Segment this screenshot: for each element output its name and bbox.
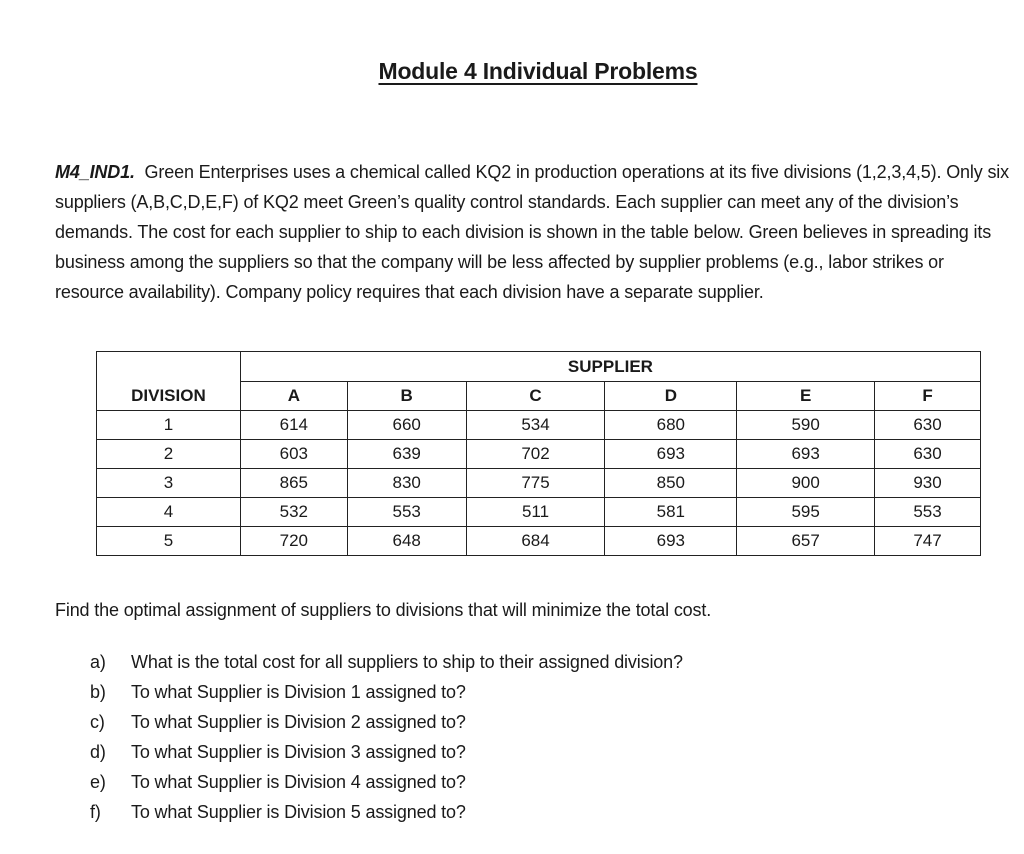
page-title: Module 4 Individual Problems <box>378 58 698 84</box>
table-row <box>97 411 981 440</box>
cost-cell: 930 <box>875 469 981 498</box>
question-item <box>90 737 683 767</box>
supplier-header: SUPPLIER <box>240 352 980 382</box>
supplier-label: E <box>737 382 875 411</box>
cost-cell: 693 <box>737 440 875 469</box>
question-list <box>90 647 683 827</box>
cost-cell: 590 <box>737 411 875 440</box>
supplier-label: D <box>605 382 737 411</box>
cost-cell: 511 <box>466 498 605 527</box>
question-item <box>90 707 683 737</box>
question-text: To what Supplier is Division 3 assigned to? <box>131 742 466 762</box>
supplier-label: F <box>875 382 981 411</box>
question-mark: b) <box>90 682 106 702</box>
cost-cell: 603 <box>240 440 347 469</box>
cost-cell: 553 <box>875 498 981 527</box>
cost-cell: 900 <box>737 469 875 498</box>
cost-cell: 648 <box>347 527 466 556</box>
cost-cell: 534 <box>466 411 605 440</box>
question-item <box>90 797 683 827</box>
cost-cell: 747 <box>875 527 981 556</box>
question-item <box>90 647 683 677</box>
cost-cell: 660 <box>347 411 466 440</box>
question-mark: a) <box>90 652 106 672</box>
cost-cell: 680 <box>605 411 737 440</box>
division-cell: 1 <box>97 411 241 440</box>
table-header-row <box>97 352 981 382</box>
division-cell: 3 <box>97 469 241 498</box>
cost-cell: 775 <box>466 469 605 498</box>
supplier-label: C <box>466 382 605 411</box>
table-row <box>97 469 981 498</box>
question-mark: c) <box>90 712 105 732</box>
question-item <box>90 767 683 797</box>
cost-cell: 693 <box>605 440 737 469</box>
division-cell: 4 <box>97 498 241 527</box>
cost-cell: 693 <box>605 527 737 556</box>
question-text: What is the total cost for all suppliers to ship to their assigned division? <box>131 652 683 672</box>
supplier-label: B <box>347 382 466 411</box>
question-text: To what Supplier is Division 4 assigned to? <box>131 772 466 792</box>
problem-statement <box>55 157 1015 307</box>
supplier-label: A <box>240 382 347 411</box>
cost-cell: 595 <box>737 498 875 527</box>
question-item <box>90 677 683 707</box>
cost-cell: 720 <box>240 527 347 556</box>
cost-cell: 553 <box>347 498 466 527</box>
table-row <box>97 498 981 527</box>
division-cell: 5 <box>97 527 241 556</box>
question-mark: f) <box>90 802 101 822</box>
cost-cell: 830 <box>347 469 466 498</box>
question-text: To what Supplier is Division 5 assigned to? <box>131 802 466 822</box>
question-mark: d) <box>90 742 106 762</box>
table-row <box>97 440 981 469</box>
cost-cell: 630 <box>875 411 981 440</box>
problem-id: M4_IND1. <box>55 162 135 182</box>
cost-cell: 657 <box>737 527 875 556</box>
table-corner-cell <box>97 352 241 382</box>
cost-cell: 532 <box>240 498 347 527</box>
question-mark: e) <box>90 772 106 792</box>
cost-cell: 614 <box>240 411 347 440</box>
question-text: To what Supplier is Division 1 assigned to? <box>131 682 466 702</box>
cost-cell: 639 <box>347 440 466 469</box>
cost-cell: 865 <box>240 469 347 498</box>
cost-cell: 850 <box>605 469 737 498</box>
cost-cell: 684 <box>466 527 605 556</box>
cost-cell: 702 <box>466 440 605 469</box>
question-text: To what Supplier is Division 2 assigned to? <box>131 712 466 732</box>
division-header: DIVISION <box>97 382 241 411</box>
cost-cell: 581 <box>605 498 737 527</box>
supplier-letters-row <box>97 382 981 411</box>
instruction-text: Find the optimal assignment of suppliers to divisions that will minimize the total cost. <box>55 600 712 620</box>
supplier-cost-table <box>96 351 981 556</box>
division-cell: 2 <box>97 440 241 469</box>
table-row <box>97 527 981 556</box>
problem-text: Green Enterprises uses a chemical called KQ2 in production operations at its five divisions (1,2,3,4,5). Only six suppliers (A,B,C,D,E,F) of KQ2 meet Green’s quality control standards. Each supplier can meet any of the division’s demands. The cost for each supplier to ship to each division is shown in the table below. Green believes in spreading its business among the suppliers so that the company will be less affected by supplier problems (e.g., labor strikes or resource availability). Company policy requires that each division have a separate supplier. <box>55 162 1010 302</box>
cost-cell: 630 <box>875 440 981 469</box>
